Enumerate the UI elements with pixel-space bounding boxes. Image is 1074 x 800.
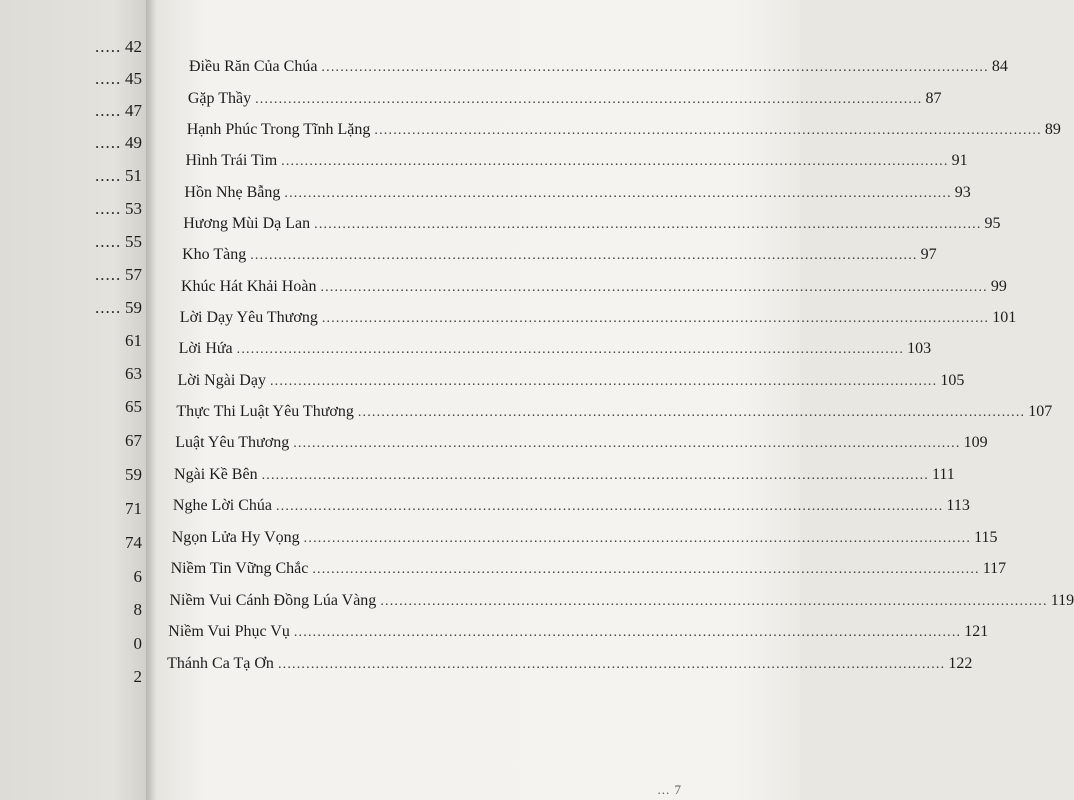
toc-entry[interactable] — [179, 305, 1017, 331]
left-page-number: 8 — [133, 600, 142, 619]
dot-leader: .............................................................................................................................................. — [321, 311, 990, 326]
left-page-number: 55 — [125, 232, 142, 251]
dot-leader: .............................................................................................................................................. — [277, 657, 946, 672]
dot-leader: .............................................................................................................................................. — [312, 562, 980, 577]
toc-entry-title: Thực Thi Luật Yêu Thương — [176, 403, 354, 420]
left-page-number: 67 — [125, 431, 142, 450]
dot-leader: .............................................................................................................................................. — [293, 436, 961, 451]
toc-entry-page-number: 117 — [982, 560, 1007, 577]
toc-entry-title: Hình Trái Tim — [185, 152, 278, 169]
dot-leader: .............................................................................................................................................. — [276, 499, 944, 514]
toc-entry-page-number: 107 — [1028, 403, 1053, 420]
toc-entry-title: Lời Hứa — [178, 340, 233, 357]
toc-entry-page-number: 105 — [940, 372, 965, 389]
left-page-entry — [0, 361, 146, 387]
toc-entry[interactable] — [184, 180, 971, 206]
toc-entry[interactable] — [170, 556, 1007, 582]
toc-entry-page-number: 122 — [948, 655, 973, 672]
toc-entry-title: Hồn Nhẹ Bẫng — [184, 184, 281, 201]
toc-entry[interactable] — [177, 368, 965, 394]
dot-leader: .............................................................................................................................................. — [320, 280, 988, 295]
left-page-entry — [0, 229, 146, 255]
left-page-number: 63 — [125, 364, 142, 383]
left-page-entry — [0, 262, 146, 288]
left-page-number: 47 — [125, 101, 142, 120]
dot-leader: .............................................................................................................................................. — [284, 186, 952, 201]
toc-entry-page-number: 97 — [920, 246, 937, 263]
dot-leader: .............................................................................................................................................. — [314, 217, 982, 232]
toc-entry-title: Hương Mùi Dạ Lan — [183, 215, 311, 232]
left-page-number: 59 — [125, 298, 142, 317]
dot-leader: .............................................................................................................................................. — [357, 405, 1026, 420]
dot-leader: .............................................................................................................................................. — [236, 342, 905, 357]
toc-entry-title: Kho Tàng — [182, 246, 247, 263]
dot-leader: ..... — [95, 199, 122, 218]
toc-entry-page-number: 101 — [992, 309, 1017, 326]
left-page-entry — [0, 163, 146, 189]
left-page-number: 6 — [133, 567, 142, 586]
left-page-entry — [0, 295, 146, 321]
left-page-number: 2 — [133, 667, 142, 686]
dot-leader: .............................................................................................................................................. — [281, 154, 949, 169]
toc-entry-page-number: 93 — [954, 184, 971, 201]
toc-entry[interactable] — [174, 462, 955, 488]
toc-entry-page-number: 99 — [990, 278, 1007, 295]
toc-entry-title: Gặp Thầy — [187, 90, 252, 107]
left-page-number: 0 — [133, 634, 142, 653]
dot-leader: ..... — [95, 232, 122, 251]
toc-entry-title: Ngài Kề Bên — [174, 466, 258, 483]
left-page-entry — [0, 496, 146, 522]
toc-entry-title: Khúc Hát Khải Hoàn — [180, 278, 317, 295]
toc-entry[interactable] — [171, 525, 998, 551]
dot-leader: .............................................................................................................................................. — [380, 594, 1048, 609]
left-page-number: 57 — [125, 265, 142, 284]
page-footer-mark: ... 7 — [657, 782, 682, 797]
left-page-entry — [0, 66, 146, 92]
dot-leader: .............................................................................................................................................. — [293, 625, 962, 640]
left-page-entry — [0, 428, 146, 454]
dot-leader: .............................................................................................................................................. — [374, 123, 1042, 138]
toc-entry-page-number: 111 — [931, 466, 955, 483]
toc-entry-title: Điều Răn Của Chúa — [189, 58, 318, 75]
left-page-number: 65 — [125, 397, 142, 416]
toc-entry[interactable] — [187, 86, 942, 112]
left-page-entry — [0, 462, 146, 488]
toc-entry[interactable] — [182, 242, 937, 268]
dot-leader: ..... — [95, 37, 122, 56]
toc-entry-title: Niềm Vui Cánh Đồng Lúa Vàng — [169, 592, 377, 609]
left-page-entry — [0, 564, 146, 590]
left-page-entry — [0, 34, 146, 60]
dot-leader: ..... — [95, 166, 122, 185]
toc-entry-page-number: 113 — [946, 497, 970, 514]
left-page-entry — [0, 130, 146, 156]
toc-entry[interactable] — [175, 430, 988, 456]
toc-entry[interactable] — [172, 493, 970, 519]
toc-entry-title: Hạnh Phúc Trong Tĩnh Lặng — [186, 121, 371, 138]
toc-entry[interactable] — [178, 336, 932, 362]
dot-leader: .............................................................................................................................................. — [321, 60, 989, 75]
dot-leader: .............................................................................................................................................. — [250, 248, 918, 263]
left-page-number: 45 — [125, 69, 142, 88]
left-page-entry — [0, 631, 146, 657]
dot-leader: .............................................................................................................................................. — [261, 468, 929, 483]
toc-entry[interactable] — [180, 274, 1007, 300]
toc-entry-title: Ngọn Lửa Hy Vọng — [171, 529, 300, 546]
toc-entry-page-number: 89 — [1044, 121, 1061, 138]
left-page-entry — [0, 196, 146, 222]
left-page-entry — [0, 394, 146, 420]
left-page-number: 59 — [125, 465, 142, 484]
dot-leader: ..... — [95, 101, 122, 120]
toc-entry[interactable] — [186, 117, 1061, 143]
left-page-number: 61 — [125, 331, 142, 350]
left-page-number: 49 — [125, 133, 142, 152]
left-page-entry — [0, 664, 146, 690]
left-page-number: 71 — [125, 499, 142, 518]
dot-leader: ..... — [95, 298, 122, 317]
toc-entry-page-number: 109 — [963, 434, 988, 451]
toc-entry-title: Lời Dạy Yêu Thương — [179, 309, 318, 326]
left-page-number: 51 — [125, 166, 142, 185]
toc-entry[interactable] — [168, 619, 989, 645]
toc-entry-page-number: 103 — [907, 340, 932, 357]
toc-entry[interactable] — [189, 54, 1008, 80]
toc-entry[interactable] — [183, 211, 1001, 237]
toc-entry-title: Thánh Ca Tạ Ơn — [167, 655, 274, 672]
left-page — [0, 0, 152, 800]
dot-leader: .............................................................................................................................................. — [303, 531, 972, 546]
toc-entry-title: Luật Yêu Thương — [175, 434, 290, 451]
toc-entry-title: Nghe Lời Chúa — [172, 497, 272, 514]
toc-entry[interactable] — [169, 588, 1074, 614]
left-page-entry — [0, 530, 146, 556]
right-page — [156, 0, 1074, 800]
toc-entry-title: Lời Ngài Dạy — [177, 372, 266, 389]
left-page-number: 53 — [125, 199, 142, 218]
dot-leader: ..... — [95, 69, 122, 88]
left-page-entry — [0, 328, 146, 354]
toc-entry-page-number: 95 — [984, 215, 1001, 232]
toc-entry-page-number: 91 — [951, 152, 968, 169]
toc-entry-title: Niềm Tin Vững Chắc — [170, 560, 309, 577]
dot-leader: .............................................................................................................................................. — [269, 374, 938, 389]
left-page-entry — [0, 98, 146, 124]
left-page-number: 74 — [125, 533, 142, 552]
toc-entry-page-number: 87 — [925, 90, 942, 107]
dot-leader: ..... — [95, 133, 122, 152]
left-page-number: 42 — [125, 37, 142, 56]
toc-entry-page-number: 84 — [991, 58, 1008, 75]
toc-entry-page-number: 121 — [964, 623, 989, 640]
toc-entry-page-number: 115 — [974, 529, 998, 546]
left-page-entry — [0, 597, 146, 623]
toc-entry-title: Niềm Vui Phục Vụ — [168, 623, 290, 640]
toc-entry[interactable] — [167, 651, 973, 677]
toc-entry[interactable] — [185, 148, 968, 174]
toc-entry[interactable] — [176, 399, 1053, 425]
dot-leader: ..... — [95, 265, 122, 284]
dot-leader: .............................................................................................................................................. — [255, 92, 923, 107]
toc-entry-page-number: 119 — [1050, 592, 1074, 609]
